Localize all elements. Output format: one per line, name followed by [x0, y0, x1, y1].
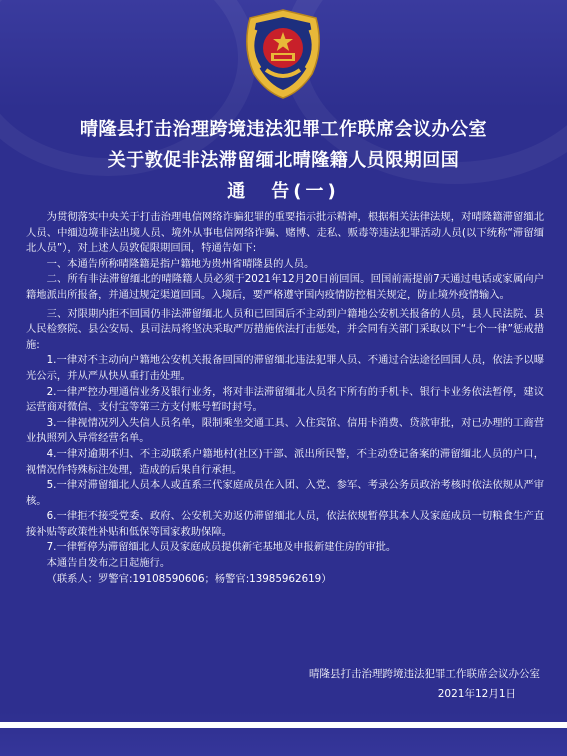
- notice-item-1: 一、本通告所称晴隆籍是指户籍地为贵州省晴隆县的人员。: [46, 257, 315, 270]
- measure-5: 5.一律对滞留缅北人员本人或直系三代家庭成员在入团、入党、参军、考录公务员政治考核时依法依规从严审核。: [26, 479, 544, 507]
- police-emblem-icon: [238, 8, 328, 100]
- footer-band: [0, 712, 567, 756]
- notice-title-line1: 晴隆县打击治理跨境违法犯罪工作联席会议办公室: [80, 119, 487, 140]
- footer-stripe: [0, 722, 567, 728]
- signature-date: 2021年12月1日: [437, 688, 516, 700]
- signature-org: 晴隆县打击治理跨境违法犯罪工作联席会议办公室: [309, 668, 540, 680]
- measure-2: 2.一律严控办理通信业务及银行业务，将对非法滞留缅北人员名下所有的手机卡、银行卡业务依法暂停，建议运营商对微信、支付宝等第三方支付账号暂时封号。: [26, 385, 544, 414]
- notice-title-line3: 通 告(一): [227, 181, 340, 202]
- notice-intro: 为贯彻落实中央关于打击治理电信网络诈骗犯罪的重要指示批示精神，根据相关法律法规，对晴隆籍滞留缅北人员、中缅边境非法出境人员、境外从事电信网络诈骗、赌博、走私、贩毒等违法犯罪活动人员(以下统称“滞留缅北人员”），对上述人员敦促限期回国，特通告如下:: [26, 211, 544, 255]
- notice-item-2: 二、所有非法滞留缅北的晴隆籍人员必须于2021年12月20日前回国。回国前需提前7天通过电话或家属向户籍地派出所报备，并通过规定渠道回国。入境后，要严格遵守国内疫情防控相关规定，防止境外疫情输入。: [26, 273, 544, 301]
- notice-effective: 本通告自发布之日起施行。: [46, 557, 171, 570]
- notice-contact: （联系人：罗警官:19108590606；杨警官:13985962619）: [46, 572, 332, 585]
- measure-1: 1.一律对不主动向户籍地公安机关报备回国的滞留缅北违法犯罪人员、不通过合法途径回国人员，依法予以曝光公示，并从严从快从重打击处理。: [26, 354, 544, 382]
- notice-title-line2: 关于敦促非法滞留缅北晴隆籍人员限期回国: [107, 150, 460, 171]
- measure-7: 7.一律暂停为滞留缅北人员及家庭成员提供新宅基地及申报新建住房的审批。: [46, 541, 397, 554]
- signature-block: [290, 664, 540, 704]
- measure-3: 3.一律视情况列入失信人员名单，限制乘坐交通工具、入住宾馆、信用卡消费、贷款审批，对已办理的工商营业执照列入异常经营名单。: [26, 416, 544, 445]
- measure-6: 6.一律拒不接受党委、政府、公安机关劝返仍滞留缅北人员，依法依规暂停其本人及家庭成员一切粮食生产直接补贴等政策性补贴和低保等国家救助保障。: [26, 510, 544, 538]
- notice-item-3: 三、对限期内拒不回国仍非法滞留缅北人员和已回国后不主动到户籍地公安机关报备的人员，县人民法院、县人民检察院、县公安局、县司法局将坚决采取严厉措施依法打击惩处，并会同有关部门采取以下“七个一律”惩戒措施:: [26, 307, 544, 351]
- measure-4: 4.一律对逾期不归、不主动联系户籍地村(社区)干部、派出所民警，不主动登记备案的滞留缅北人员的户口，视情况作特殊标注处理，造成的后果自行承担。: [26, 447, 544, 476]
- notice-body: [26, 210, 544, 587]
